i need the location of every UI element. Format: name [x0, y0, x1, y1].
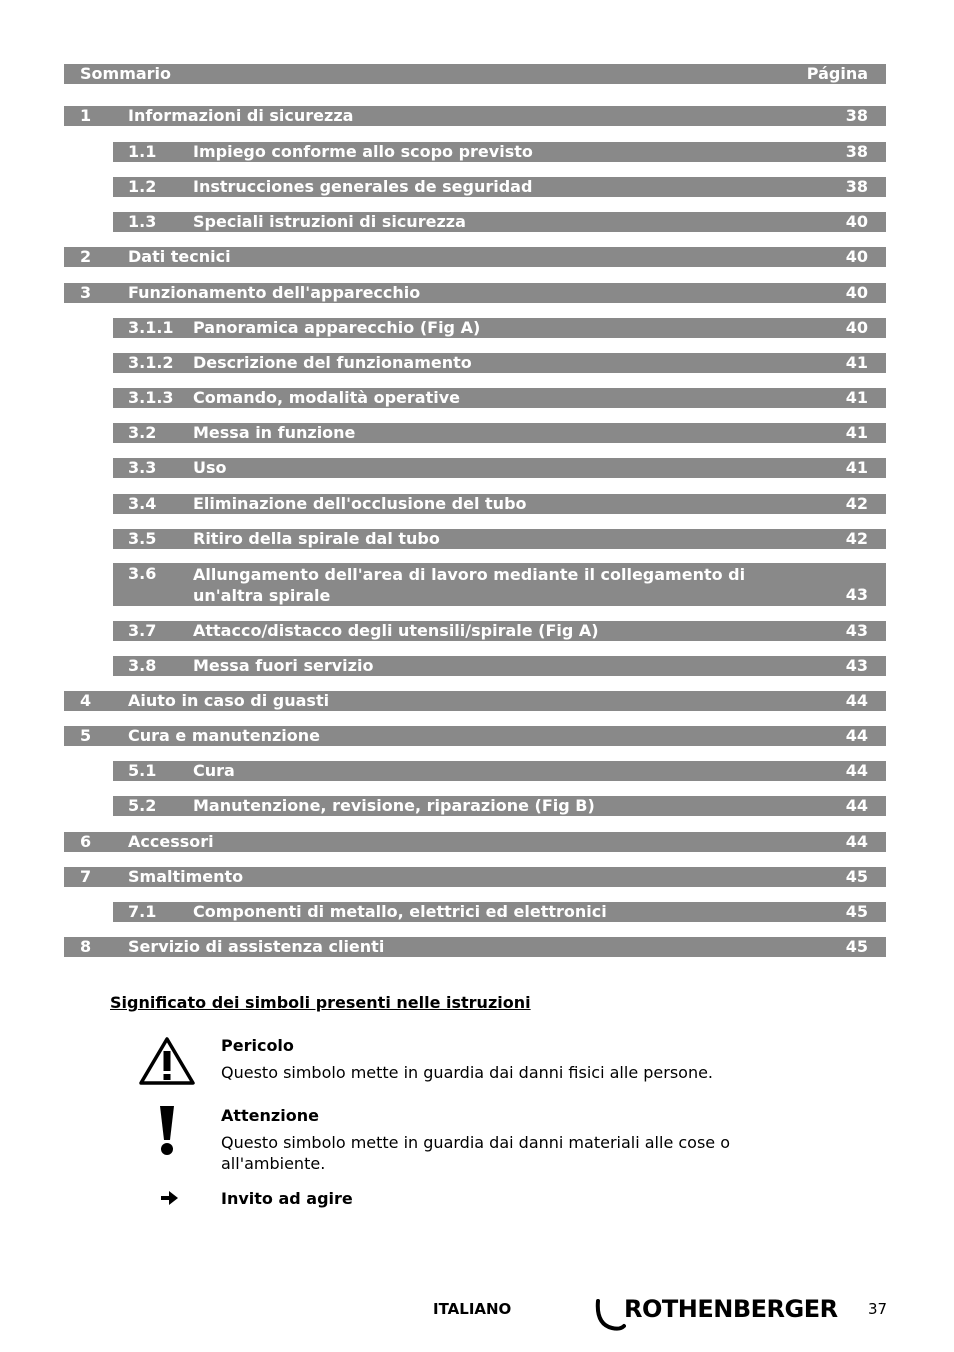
legend-title: Significato dei simboli presenti nelle istruzioni — [110, 993, 531, 1012]
legend-item-text-line: all'ambiente. — [221, 1154, 326, 1173]
toc-number: 4 — [80, 691, 92, 710]
toc-title: Impiego conforme allo scopo previsto — [193, 142, 533, 161]
toc-page: 42 — [845, 494, 868, 513]
toc-title-line: Allungamento dell'area di lavoro mediante il collegamento di — [193, 565, 746, 584]
toc-header-title: Sommario — [80, 64, 172, 83]
toc-row[interactable] — [113, 529, 886, 549]
toc-row[interactable] — [113, 902, 886, 922]
toc-title: Messa fuori servizio — [193, 656, 374, 675]
toc-row[interactable] — [64, 283, 886, 303]
toc-number: 3.4 — [128, 494, 157, 513]
toc-row[interactable] — [64, 867, 886, 887]
toc-page: 40 — [845, 318, 868, 337]
toc-number: 6 — [80, 832, 92, 851]
toc-row[interactable] — [113, 458, 886, 478]
toc-page: 38 — [845, 177, 868, 196]
toc-number: 3.5 — [128, 529, 157, 548]
toc-page: 45 — [845, 867, 868, 886]
toc-title: Comando, modalità operative — [193, 388, 460, 407]
toc-page: 40 — [845, 212, 868, 231]
warning-triangle-icon — [138, 1036, 196, 1086]
toc-row[interactable] — [113, 353, 886, 373]
toc-number: 3.1.1 — [128, 318, 174, 337]
toc-title: Componenti di metallo, elettrici ed elettronici — [193, 902, 607, 921]
toc-number: 3.1.2 — [128, 353, 174, 372]
toc-title: Informazioni di sicurezza — [128, 106, 354, 125]
toc-title: Manutenzione, revisione, riparazione (Fig B) — [193, 796, 595, 815]
toc-number: 3 — [80, 283, 92, 302]
toc-page: 43 — [845, 621, 868, 640]
toc-page: 41 — [845, 353, 868, 372]
toc-row[interactable] — [64, 691, 886, 711]
toc-number: 7 — [80, 867, 92, 886]
toc-title — [193, 564, 745, 606]
legend-item-text — [221, 1132, 730, 1174]
toc-number: 8 — [80, 937, 92, 956]
toc-row[interactable] — [113, 388, 886, 408]
toc-title: Servizio di assistenza clienti — [128, 937, 385, 956]
toc-page: 44 — [845, 726, 868, 745]
toc-number: 3.8 — [128, 656, 157, 675]
toc-number: 1 — [80, 106, 92, 125]
toc-row[interactable] — [64, 726, 886, 746]
toc-page: 43 — [845, 585, 868, 604]
toc-page: 44 — [845, 691, 868, 710]
toc-title: Dati tecnici — [128, 247, 231, 266]
toc-header-page-label: Página — [806, 64, 868, 83]
toc-title: Eliminazione dell'occlusione del tubo — [193, 494, 527, 513]
legend-item-text: Questo simbolo mette in guardia dai danni fisici alle persone. — [221, 1063, 714, 1082]
toc-page: 44 — [845, 832, 868, 851]
toc-row[interactable] — [113, 563, 886, 606]
toc-page: 41 — [845, 388, 868, 407]
toc-page: 38 — [845, 142, 868, 161]
toc-page: 45 — [845, 937, 868, 956]
rothenberger-logo-hook-icon — [594, 1298, 626, 1332]
toc-page: 44 — [845, 796, 868, 815]
toc-title: Ritiro della spirale dal tubo — [193, 529, 440, 548]
toc-row[interactable] — [64, 106, 886, 126]
toc-page: 42 — [845, 529, 868, 548]
toc-number: 7.1 — [128, 902, 157, 921]
toc-number: 3.6 — [128, 564, 157, 583]
toc-number: 1.2 — [128, 177, 157, 196]
toc-title: Panoramica apparecchio (Fig A) — [193, 318, 481, 337]
toc-page: 44 — [845, 761, 868, 780]
toc-page: 41 — [845, 423, 868, 442]
toc-row[interactable] — [113, 142, 886, 162]
toc-title-line: un'altra spirale — [193, 586, 331, 605]
toc-row[interactable] — [113, 423, 886, 443]
toc-number: 1.3 — [128, 212, 157, 231]
toc-row[interactable] — [113, 212, 886, 232]
toc-row[interactable] — [113, 761, 886, 781]
toc-title: Accessori — [128, 832, 214, 851]
toc-page: 43 — [845, 656, 868, 675]
footer-language: ITALIANO — [433, 1300, 512, 1318]
toc-number: 5.2 — [128, 796, 157, 815]
toc-title: Aiuto in caso di guasti — [128, 691, 330, 710]
toc-number: 3.3 — [128, 458, 157, 477]
toc-title: Instrucciones generales de seguridad — [193, 177, 533, 196]
toc-number: 3.2 — [128, 423, 157, 442]
legend-item-title: Pericolo — [221, 1036, 294, 1055]
toc-row[interactable] — [113, 177, 886, 197]
arrow-right-icon — [161, 1190, 179, 1206]
toc-page: 45 — [845, 902, 868, 921]
exclamation-icon — [157, 1106, 177, 1156]
toc-title: Smaltimento — [128, 867, 244, 886]
toc-title: Cura — [193, 761, 235, 780]
toc-row[interactable] — [113, 796, 886, 816]
toc-title: Descrizione del funzionamento — [193, 353, 472, 372]
toc-title: Attacco/distacco degli utensili/spirale (Fig A) — [193, 621, 599, 640]
legend-item-title: Attenzione — [221, 1106, 319, 1125]
toc-page: 40 — [845, 247, 868, 266]
legend-item-text-line: Questo simbolo mette in guardia dai danni materiali alle cose o — [221, 1133, 731, 1152]
toc-title: Messa in funzione — [193, 423, 356, 442]
toc-row[interactable] — [64, 247, 886, 267]
toc-title: Speciali istruzioni di sicurezza — [193, 212, 466, 231]
toc-number: 5.1 — [128, 761, 157, 780]
toc-page: 38 — [845, 106, 868, 125]
toc-row[interactable] — [64, 832, 886, 852]
legend-item-title: Invito ad agire — [221, 1189, 353, 1208]
toc-number: 3.1.3 — [128, 388, 174, 407]
toc-number: 2 — [80, 247, 92, 266]
toc-title: Funzionamento dell'apparecchio — [128, 283, 421, 302]
footer-brand-logo: ROTHENBERGER — [624, 1295, 838, 1323]
toc-row[interactable] — [64, 937, 886, 957]
toc-number: 1.1 — [128, 142, 157, 161]
toc-title: Uso — [193, 458, 227, 477]
toc-number: 5 — [80, 726, 92, 745]
toc-row[interactable] — [113, 656, 886, 676]
toc-page: 40 — [845, 283, 868, 302]
toc-title: Cura e manutenzione — [128, 726, 320, 745]
toc-row[interactable] — [113, 621, 886, 641]
toc-page: 41 — [845, 458, 868, 477]
toc-header — [64, 64, 886, 84]
toc-number: 3.7 — [128, 621, 157, 640]
footer-page-number: 37 — [868, 1300, 888, 1318]
toc-row[interactable] — [113, 318, 886, 338]
toc-row[interactable] — [113, 494, 886, 514]
